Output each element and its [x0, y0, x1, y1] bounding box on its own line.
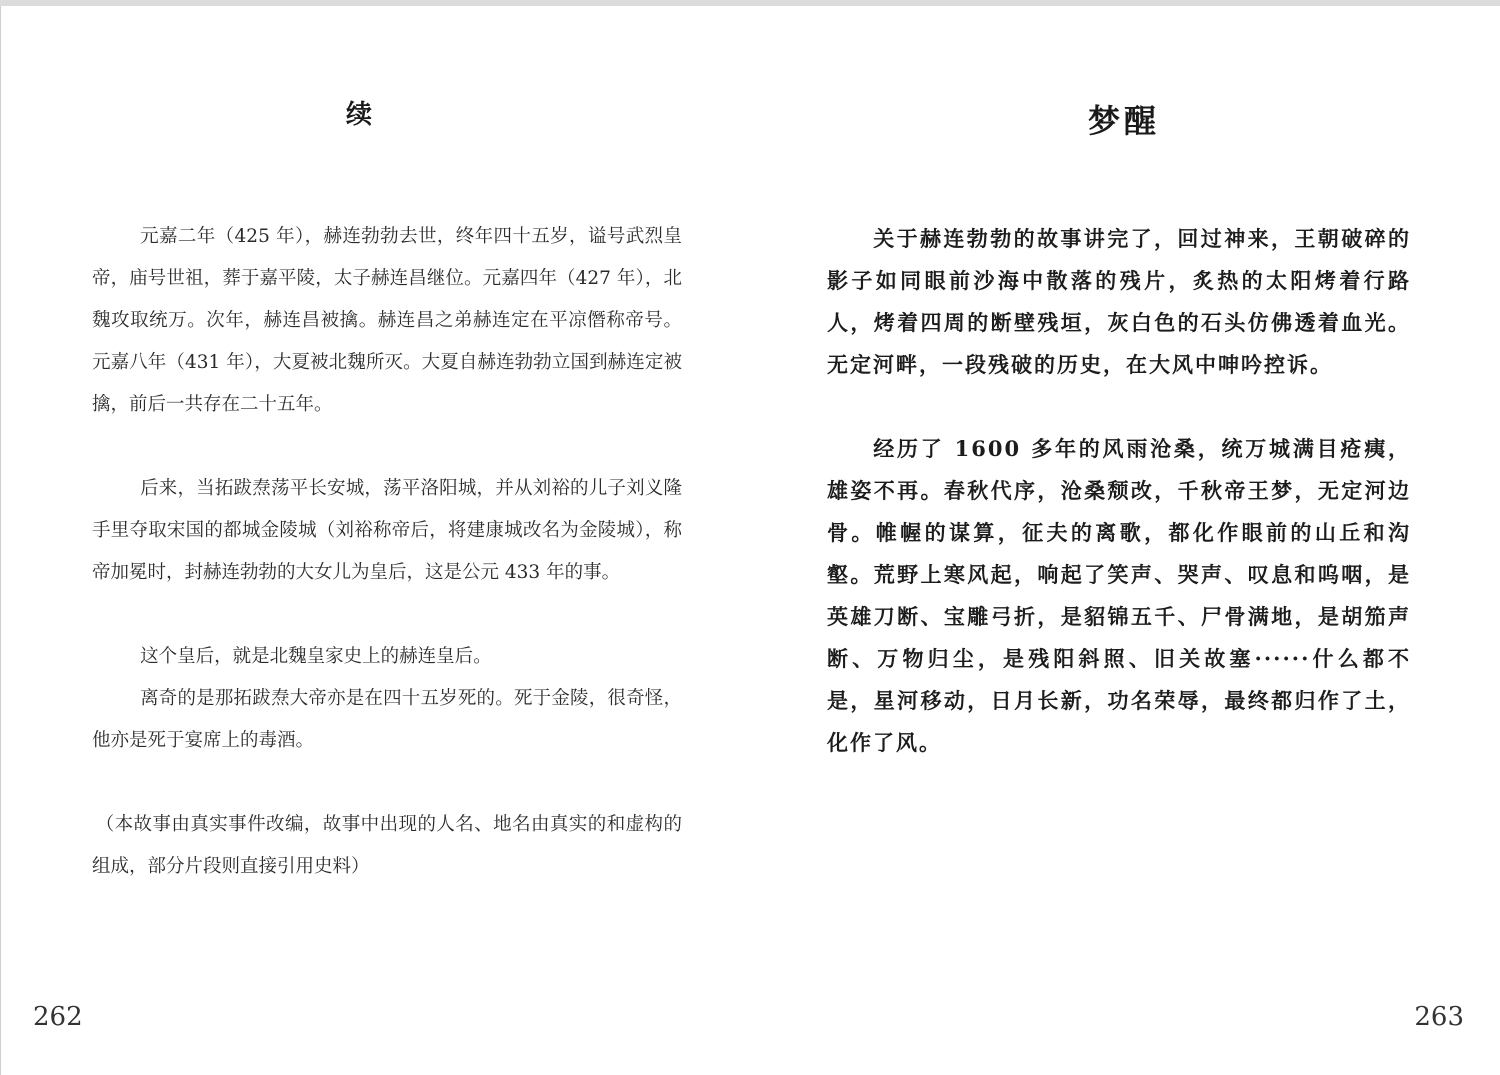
left-paragraph-4: 离奇的是那拓跋焘大帝亦是在四十五岁死的。死于金陵，很奇怪，他亦是死于宴席上的毒酒。	[92, 688, 682, 751]
left-page-body	[92, 216, 682, 888]
right-page	[750, 6, 1500, 1075]
right-paragraph-2: 经历了 1600 多年的风雨沧桑，统万城满目疮痍，雄姿不再。春秋代序，沧桑颓改，千秋帝王梦，无定河边骨。帷幄的谋算，征夫的离歌，都化作眼前的山丘和沟壑。荒野上寒风起，响起了笑声、哭声、叹息和呜咽，是英雄刀断、宝雕弓折，是貂锦五千、尸骨满地，是胡笳声断、万物归尘，是残阳斜照、旧关故塞······什么都不是，星河移动，日月长新，功名荣辱，最终都归作了土，化作了风。	[827, 436, 1411, 755]
right-page-title: 梦醒	[1087, 102, 1160, 140]
left-paragraph-2: 后来，当拓跋焘荡平长安城，荡平洛阳城，并从刘裕的儿子刘义隆手里夺取宋国的都城金陵城（刘裕称帝后，将建康城改名为金陵城），称帝加冕时，封赫连勃勃的大女儿为皇后，这是公元 433 年的事。	[92, 478, 682, 583]
left-page	[0, 6, 750, 1075]
right-paragraph-1: 关于赫连勃勃的故事讲完了，回过神来，王朝破碎的影子如同眼前沙海中散落的残片，炙热的太阳烤着行路人，烤着四周的断壁残垣，灰白色的石头仿佛透着血光。无定河畔，一段残破的历史，在大风中呻吟控诉。	[827, 226, 1411, 377]
left-page-title: 续	[345, 100, 372, 130]
left-paragraph-1: 元嘉二年（425 年），赫连勃勃去世，终年四十五岁，谥号武烈皇帝，庙号世祖，葬于嘉平陵，太子赫连昌继位。元嘉四年（427 年），北魏攻取统万。次年，赫连昌被擒。赫连昌之弟赫连定在平凉僭称帝号。元嘉八年（431 年），大夏被北魏所灭。大夏自赫连勃勃立国到赫连定被擒，前后一共存在二十五年。	[92, 226, 682, 415]
left-paragraph-3: 这个皇后，就是北魏皇家史上的赫连皇后。	[140, 646, 492, 667]
left-page-number: 262	[33, 1002, 83, 1032]
right-page-number: 263	[1414, 1002, 1464, 1032]
right-page-body	[827, 218, 1411, 764]
left-paragraph-note: （本故事由真实事件改编，故事中出现的人名、地名由真实的和虚构的组成，部分片段则直接引用史料）	[92, 814, 682, 877]
